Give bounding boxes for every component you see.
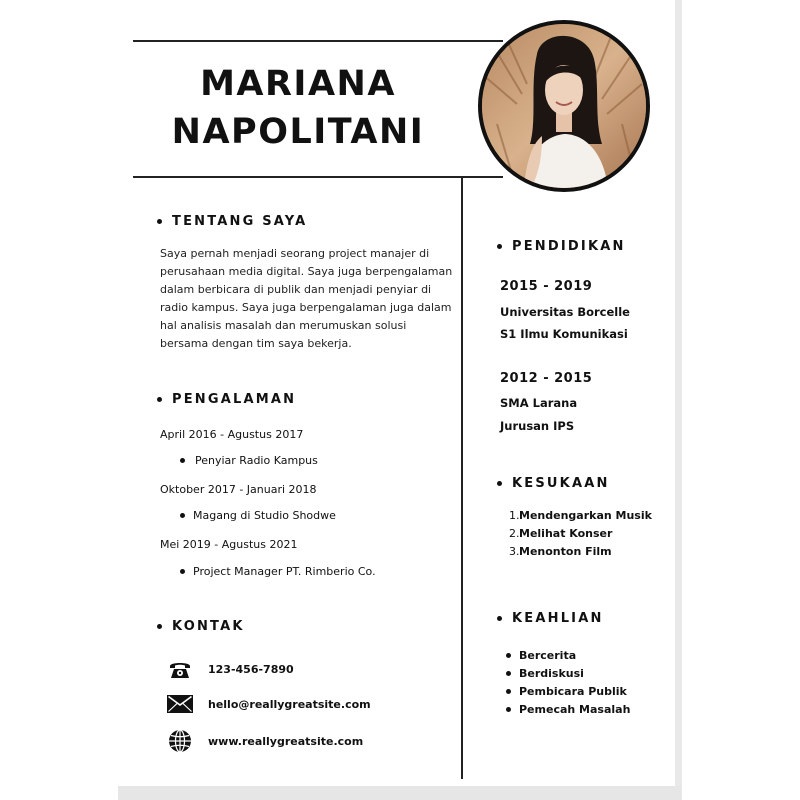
list-bullet bbox=[506, 689, 511, 694]
name-last: NAPOLITANI bbox=[171, 112, 425, 152]
education-major: Jurusan IPS bbox=[500, 419, 575, 433]
globe-icon bbox=[168, 729, 192, 753]
about-line: perusahaan media digital. Saya juga berpengalaman bbox=[160, 265, 453, 278]
education-school: Universitas Borcelle bbox=[500, 305, 630, 319]
section-heading-skills bbox=[497, 611, 604, 626]
list-bullet bbox=[506, 671, 511, 676]
candidate-name bbox=[133, 60, 463, 156]
hobbies-heading: KESUKAAN bbox=[512, 476, 610, 491]
heading-bullet bbox=[157, 624, 162, 629]
education-years: 2012 - 2015 bbox=[500, 371, 593, 386]
list-bullet bbox=[506, 653, 511, 658]
skill-item: Bercerita bbox=[519, 649, 577, 662]
section-heading-about bbox=[157, 214, 307, 229]
experience-period: Oktober 2017 - Januari 2018 bbox=[160, 483, 317, 496]
education-heading: PENDIDIKAN bbox=[512, 239, 626, 254]
about-line: dalam berbicara di publik dan menjadi penyiar di bbox=[160, 283, 432, 296]
about-paragraph bbox=[160, 245, 460, 353]
skill-item: Pembicara Publik bbox=[519, 685, 627, 698]
header-top-rule bbox=[133, 40, 503, 42]
about-line: hal analisis masalah dan merumuskan solusi bbox=[160, 319, 407, 332]
skill-item: Berdiskusi bbox=[519, 667, 584, 680]
skills-heading: KEAHLIAN bbox=[512, 611, 604, 626]
experience-role: Penyiar Radio Kampus bbox=[195, 454, 318, 467]
contact-phone: 123-456-7890 bbox=[208, 663, 294, 676]
skill-item: Pemecah Masalah bbox=[519, 703, 631, 716]
section-heading-hobbies bbox=[497, 476, 610, 491]
background-panel-bottom bbox=[118, 786, 681, 800]
background-panel-right bbox=[675, 0, 800, 800]
section-heading-education bbox=[497, 239, 626, 254]
header-bottom-rule bbox=[133, 176, 503, 178]
name-first: MARIANA bbox=[200, 64, 396, 104]
education-major: S1 Ilmu Komunikasi bbox=[500, 327, 628, 341]
list-bullet bbox=[180, 458, 185, 463]
education-years: 2015 - 2019 bbox=[500, 279, 593, 294]
section-heading-contact bbox=[157, 619, 245, 634]
heading-bullet bbox=[497, 481, 502, 486]
contact-heading: KONTAK bbox=[172, 619, 245, 634]
hobby-item: Melihat Konser bbox=[519, 527, 613, 540]
about-line: radio kampus. Saya juga berpengalaman juga dalam bbox=[160, 301, 452, 314]
hobby-number: 3. bbox=[509, 545, 520, 558]
heading-bullet bbox=[157, 219, 162, 224]
column-divider bbox=[461, 176, 463, 779]
hobby-number: 1. bbox=[509, 509, 520, 522]
profile-photo bbox=[478, 20, 650, 192]
experience-period: April 2016 - Agustus 2017 bbox=[160, 428, 304, 441]
phone-icon bbox=[168, 659, 192, 679]
hobby-item: Menonton Film bbox=[519, 545, 612, 558]
mail-icon bbox=[167, 695, 193, 713]
education-school: SMA Larana bbox=[500, 396, 578, 410]
hobby-item: Mendengarkan Musik bbox=[519, 509, 652, 522]
heading-bullet bbox=[497, 616, 502, 621]
profile-photo-illustration bbox=[482, 24, 646, 188]
list-bullet bbox=[180, 513, 185, 518]
experience-heading: PENGALAMAN bbox=[172, 392, 297, 407]
experience-role: Magang di Studio Shodwe bbox=[193, 509, 336, 522]
contact-email: hello@reallygreatsite.com bbox=[208, 698, 371, 711]
about-line: bersama dengan tim saya bekerja. bbox=[160, 337, 352, 350]
hobby-number: 2. bbox=[509, 527, 520, 540]
heading-bullet bbox=[497, 244, 502, 249]
experience-period: Mei 2019 - Agustus 2021 bbox=[160, 538, 298, 551]
about-line: Saya pernah menjadi seorang project manajer di bbox=[160, 247, 430, 260]
heading-bullet bbox=[157, 397, 162, 402]
list-bullet bbox=[180, 569, 185, 574]
experience-role: Project Manager PT. Rimberio Co. bbox=[193, 565, 376, 578]
about-heading: TENTANG SAYA bbox=[172, 214, 308, 229]
contact-website: www.reallygreatsite.com bbox=[208, 735, 364, 748]
list-bullet bbox=[506, 707, 511, 712]
section-heading-experience bbox=[157, 392, 296, 407]
